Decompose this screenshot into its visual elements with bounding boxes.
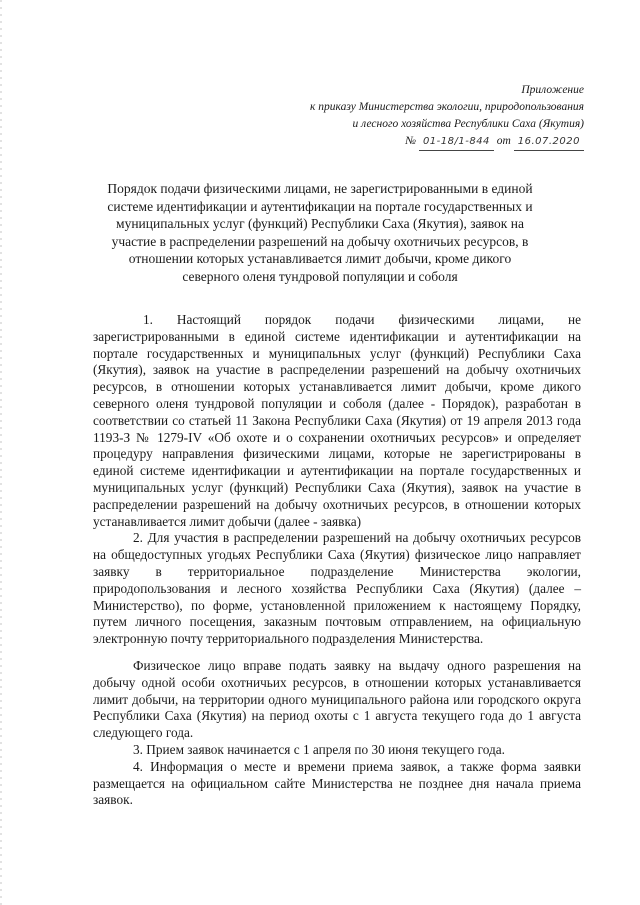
paragraph-1: 1. Настоящий порядок подачи физическими лицами, не зарегистрированными в единой системе идентификации и аутентификации на портале государственных и муниципальных услуг (функций) Республики Саха (Якутия), заявок на участие в распределении разрешений на добычу охотничьих ресурсов, в отношении которых устанавливается лимит добычи, кроме дикого северного оленя тундровой популяции и соболя (далее - Порядок), разработан в соответствии со статьей 11 Закона Республики Саха (Якутия) от 19 апреля 2013 года 1193-З № 1279-IV «Об охоте и о сохранении охотничьих ресурсов» и определяет процедуру направления физическими лицами, которые не зарегистрированы в единой системе идентификации и аутентификации на портале государственных и муниципальных услуг (функций) Республики Саха (Якутия), заявок на участие в распределении разрешений на добычу охотничьих ресурсов, в отношении которых устанавливается лимит добычи (далее - заявка)	[93, 312, 581, 529]
paragraph-5: 4. Информация о месте и времени приема заявок, а также форма заявки размещается на официальном сайте Министерства не позднее дня начала приема заявок.	[93, 758, 581, 808]
order-number: 01-18/1-844	[419, 133, 494, 151]
order-date: 16.07.2020	[514, 133, 584, 151]
scan-edge-artifact	[0, 0, 2, 905]
document-title: Порядок подачи физическими лицами, не зарегистрированными в единой системе идентификации и аутентификации на портале государственных и муниципальных услуг (функций) Республики Саха (Якутия), заявок на участие в распределении разрешений на добычу охотничьих ресурсов, в отношении которых устанавливается лимит добычи, кроме дикого северного оленя тундровой популяции и соболя	[107, 181, 533, 284]
date-prefix: от	[496, 135, 511, 147]
appendix-label: Приложение	[521, 84, 584, 96]
paragraph-2: 2. Для участия в распределении разрешений на добычу охотничьих ресурсов на общедоступных угодьях Республики Саха (Якутия) физическое лицо направляет заявку в территориальное подразделение Министерства экологии, природопользования и лесного хозяйства Республики Саха (Якутия) (далее – Министерство), по форме, установленной приложением к настоящему Порядку, путем личного посещения, заказным почтовым отправлением, на официальную электронную почту территориального подразделения Министерства.	[93, 530, 581, 647]
paragraph-3: Физическое лицо вправе подать заявку на выдачу одного разрешения на добычу одной особи охотничьих ресурсов, в отношении которых устанавливается лимит добычи, на территории одного муниципального района или городского округа Республики Саха (Якутия) на период охоты с 1 августа текущего года до 1 августа следующего года.	[93, 657, 581, 741]
appendix-ministry-line: и лесного хозяйства Республики Саха (Якутия)	[352, 118, 584, 130]
paragraph-4: 3. Прием заявок начинается с 1 апреля по 30 июня текущего года.	[133, 741, 505, 757]
appendix-reference-line	[254, 133, 584, 151]
number-prefix: №	[405, 135, 417, 147]
document-body	[93, 312, 581, 809]
appendix-header	[254, 82, 584, 151]
appendix-order-line: к приказу Министерства экологии, природопользования	[309, 101, 584, 113]
